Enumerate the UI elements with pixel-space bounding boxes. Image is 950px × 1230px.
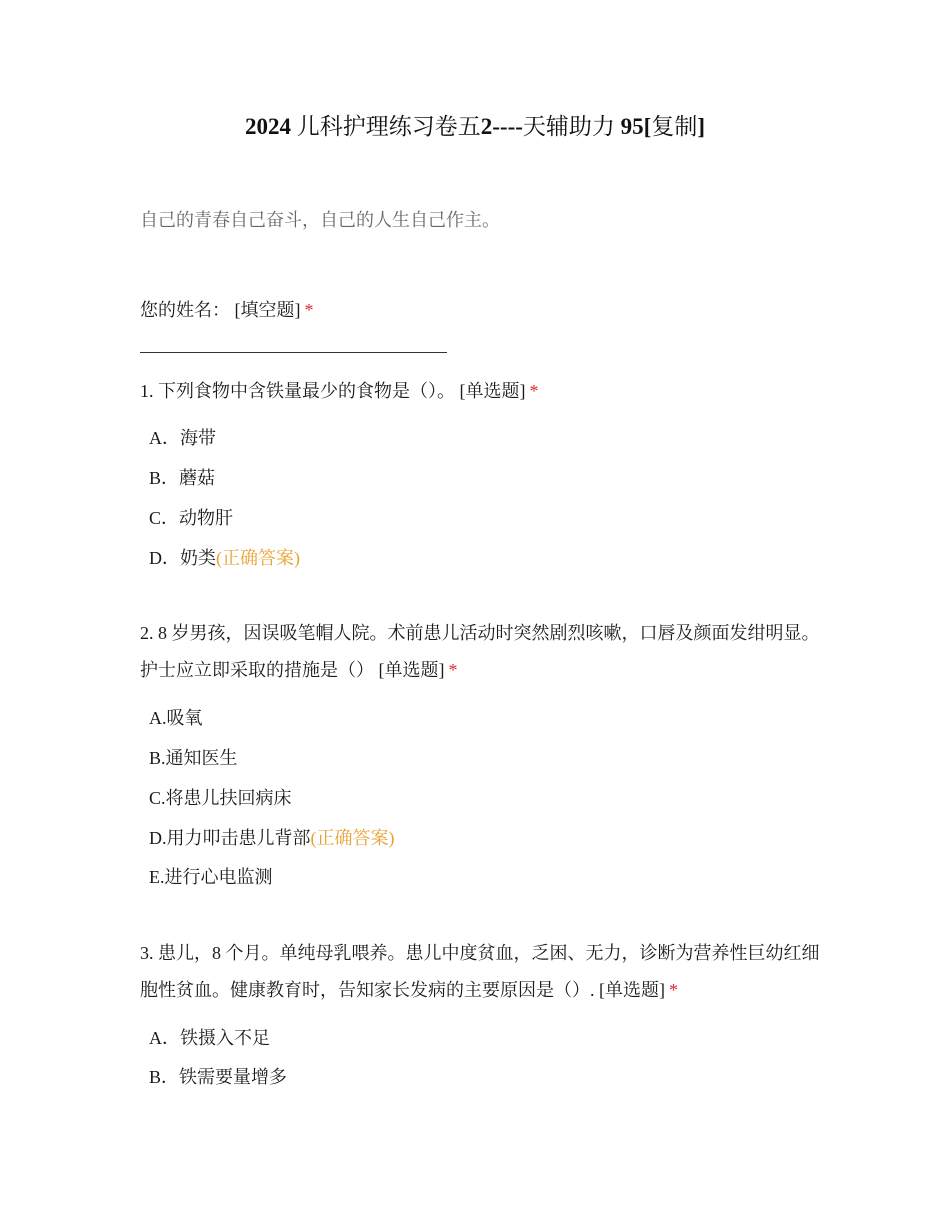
option-q3-b[interactable] (149, 1064, 287, 1090)
option-q2-a[interactable] (149, 705, 203, 731)
option-label: A．铁摄入不足 (149, 1028, 270, 1048)
option-q2-b[interactable] (149, 745, 238, 771)
question-1 (140, 373, 820, 410)
question-text: 2. 8 岁男孩，因误吸笔帽人院。术前患儿活动时突然剧烈咳嗽，口唇及颜面发绀明显。护士应立即采取的措施是（） (140, 623, 820, 680)
correct-answer-mark: (正确答案) (216, 548, 300, 568)
question-type-tag: [填空题] (234, 300, 301, 320)
question-text: 3. 患儿，8 个月。单纯母乳喂养。患儿中度贫血，乏困、无力，诊断为营养性巨幼红细胞性贫血。健康教育时，告知家长发病的主要原因是（）. (140, 943, 820, 1000)
option-q1-b[interactable] (149, 465, 215, 491)
option-label: B．铁需要量增多 (149, 1067, 288, 1087)
question-type-tag: [单选题] (378, 660, 445, 680)
option-label: A.吸氧 (149, 708, 203, 728)
option-label: D.用力叩击患儿背部 (149, 828, 311, 848)
question-3 (140, 935, 820, 1009)
question-type-tag: [单选题] (599, 980, 665, 1000)
option-label: B.通知医生 (149, 748, 238, 768)
option-q1-c[interactable] (149, 505, 233, 531)
option-label: D．奶类 (149, 548, 216, 568)
name-answer-field[interactable] (140, 352, 447, 353)
option-q2-d[interactable] (149, 825, 395, 851)
question-2 (140, 615, 820, 689)
title-part: 2---- (480, 114, 523, 139)
name-question (140, 292, 820, 329)
name-question-label: 您的姓名： (140, 300, 230, 320)
title-part: 天辅助力 (522, 114, 615, 139)
option-q2-c[interactable] (149, 785, 292, 811)
option-q3-a[interactable] (149, 1025, 270, 1051)
question-text: 1. 下列食物中含铁量最少的食物是（）。 (140, 381, 455, 401)
title-part: 复制 (651, 114, 698, 139)
question-type-tag: [单选题] (459, 381, 526, 401)
option-q1-d[interactable] (149, 545, 300, 571)
option-label: B．蘑菇 (149, 468, 216, 488)
correct-answer-mark: (正确答案) (310, 828, 395, 848)
option-label: A．海带 (149, 428, 216, 448)
option-label: C.将患儿扶回病床 (149, 788, 292, 808)
required-mark: * (304, 300, 314, 320)
title-part: ] (697, 114, 705, 139)
option-q1-a[interactable] (149, 425, 216, 451)
page-title (0, 112, 950, 142)
option-q2-e[interactable] (149, 864, 273, 890)
required-mark: * (448, 660, 458, 680)
title-part: 儿科护理练习卷五 (296, 114, 481, 139)
title-part: 95[ (620, 114, 652, 139)
option-label: E.进行心电监测 (149, 867, 273, 887)
required-mark: * (529, 381, 539, 401)
required-mark: * (669, 980, 678, 1000)
option-label: C．动物肝 (149, 508, 234, 528)
title-part: 2024 (245, 114, 291, 139)
survey-description: 自己的青春自己奋斗，自己的人生自己作主。 (140, 210, 500, 231)
